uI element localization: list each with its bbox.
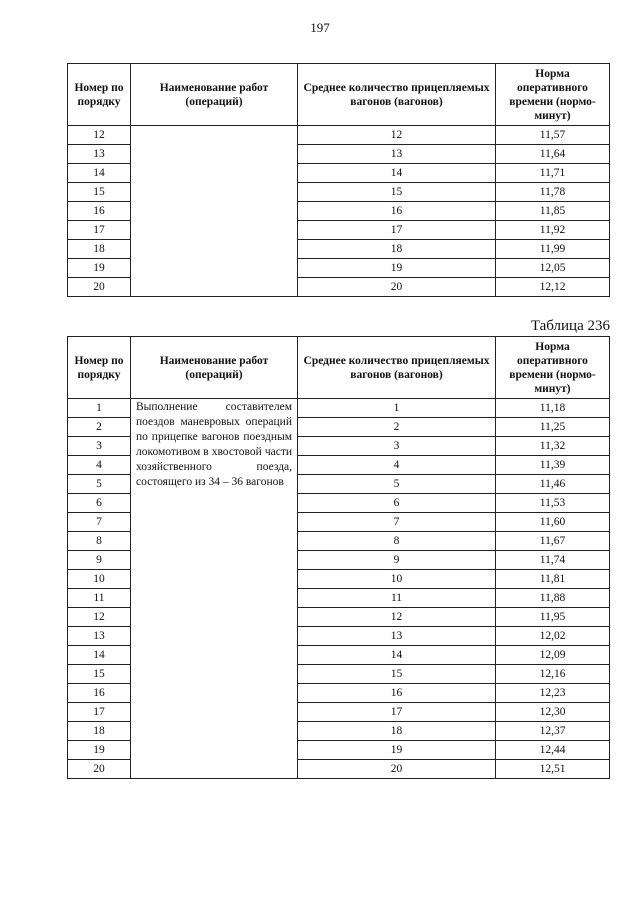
wagon-count-cell: 8 [298, 532, 496, 551]
row-number-cell: 12 [68, 608, 131, 627]
row-number-cell: 17 [68, 221, 131, 240]
wagon-count-cell: 6 [298, 494, 496, 513]
wagon-count-cell: 12 [298, 608, 496, 627]
time-norm-cell: 11,25 [496, 418, 610, 437]
time-norm-cell: 11,46 [496, 475, 610, 494]
operation-description-cell: Выполнение составителем поездов маневровых операций по прицепке вагонов поездным локомотивом в хвостовой части хозяйственного поезда, состоящего из 34 – 36 вагонов [131, 399, 298, 779]
time-norm-cell: 12,09 [496, 646, 610, 665]
row-number-cell: 16 [68, 202, 131, 221]
operation-description-cell [131, 126, 298, 297]
table-caption: Таблица 236 [530, 318, 610, 334]
row-number-cell: 14 [68, 164, 131, 183]
wagon-count-cell: 20 [298, 760, 496, 779]
time-norm-cell: 11,53 [496, 494, 610, 513]
row-number-cell: 14 [68, 646, 131, 665]
time-norm-cell: 12,12 [496, 278, 610, 297]
time-norm-cell: 12,30 [496, 703, 610, 722]
row-number-cell: 5 [68, 475, 131, 494]
wagon-count-cell: 18 [298, 722, 496, 741]
row-number-cell: 4 [68, 456, 131, 475]
norms-table-continued [67, 63, 610, 297]
row-number-cell: 13 [68, 145, 131, 164]
wagon-count-cell: 17 [298, 703, 496, 722]
time-norm-cell: 11,95 [496, 608, 610, 627]
row-number-cell: 18 [68, 240, 131, 259]
table-body [68, 399, 610, 779]
wagon-count-cell: 18 [298, 240, 496, 259]
row-number-cell: 16 [68, 684, 131, 703]
row-number-cell: 6 [68, 494, 131, 513]
wagon-count-cell: 15 [298, 183, 496, 202]
time-norm-cell: 12,51 [496, 760, 610, 779]
header-number: Номер по порядку [68, 337, 131, 399]
row-number-cell: 2 [68, 418, 131, 437]
row-number-cell: 9 [68, 551, 131, 570]
row-number-cell: 20 [68, 760, 131, 779]
time-norm-cell: 11,64 [496, 145, 610, 164]
wagon-count-cell: 14 [298, 164, 496, 183]
table-header-row [68, 337, 610, 399]
header-number: Номер по порядку [68, 64, 131, 126]
wagon-count-cell: 19 [298, 741, 496, 760]
time-norm-cell: 11,99 [496, 240, 610, 259]
time-norm-cell: 11,78 [496, 183, 610, 202]
row-number-cell: 18 [68, 722, 131, 741]
wagon-count-cell: 12 [298, 126, 496, 145]
time-norm-cell: 11,18 [496, 399, 610, 418]
time-norm-cell: 12,05 [496, 259, 610, 278]
row-number-cell: 10 [68, 570, 131, 589]
wagon-count-cell: 9 [298, 551, 496, 570]
time-norm-cell: 11,92 [496, 221, 610, 240]
time-norm-cell: 11,57 [496, 126, 610, 145]
wagon-count-cell: 16 [298, 202, 496, 221]
wagon-count-cell: 3 [298, 437, 496, 456]
row-number-cell: 3 [68, 437, 131, 456]
wagon-count-cell: 19 [298, 259, 496, 278]
row-number-cell: 19 [68, 741, 131, 760]
row-number-cell: 20 [68, 278, 131, 297]
header-time-norm: Норма оперативного времени (нормо-минут) [496, 337, 610, 399]
time-norm-cell: 11,85 [496, 202, 610, 221]
row-number-cell: 7 [68, 513, 131, 532]
wagon-count-cell: 17 [298, 221, 496, 240]
table-row [68, 126, 610, 145]
time-norm-cell: 11,88 [496, 589, 610, 608]
row-number-cell: 1 [68, 399, 131, 418]
header-time-norm: Норма оперативного времени (нормо-минут) [496, 64, 610, 126]
row-number-cell: 8 [68, 532, 131, 551]
wagon-count-cell: 2 [298, 418, 496, 437]
table-body [68, 126, 610, 297]
time-norm-cell: 11,71 [496, 164, 610, 183]
header-wagon-count: Среднее количество прицепляемых вагонов (вагонов) [298, 64, 496, 126]
time-norm-cell: 12,16 [496, 665, 610, 684]
time-norm-cell: 11,32 [496, 437, 610, 456]
header-operation-name: Наименование работ (операций) [131, 64, 298, 126]
row-number-cell: 15 [68, 665, 131, 684]
norms-table-236 [67, 336, 610, 779]
table-header-row [68, 64, 610, 126]
time-norm-cell: 11,74 [496, 551, 610, 570]
row-number-cell: 15 [68, 183, 131, 202]
wagon-count-cell: 4 [298, 456, 496, 475]
wagon-count-cell: 20 [298, 278, 496, 297]
row-number-cell: 11 [68, 589, 131, 608]
header-wagon-count: Среднее количество прицепляемых вагонов (вагонов) [298, 337, 496, 399]
table-row [68, 399, 610, 418]
page-number: 197 [310, 20, 330, 35]
wagon-count-cell: 14 [298, 646, 496, 665]
time-norm-cell: 12,44 [496, 741, 610, 760]
wagon-count-cell: 13 [298, 145, 496, 164]
wagon-count-cell: 16 [298, 684, 496, 703]
time-norm-cell: 11,60 [496, 513, 610, 532]
time-norm-cell: 12,37 [496, 722, 610, 741]
row-number-cell: 13 [68, 627, 131, 646]
wagon-count-cell: 15 [298, 665, 496, 684]
wagon-count-cell: 1 [298, 399, 496, 418]
time-norm-cell: 12,02 [496, 627, 610, 646]
row-number-cell: 12 [68, 126, 131, 145]
wagon-count-cell: 7 [298, 513, 496, 532]
row-number-cell: 17 [68, 703, 131, 722]
row-number-cell: 19 [68, 259, 131, 278]
wagon-count-cell: 5 [298, 475, 496, 494]
time-norm-cell: 12,23 [496, 684, 610, 703]
time-norm-cell: 11,39 [496, 456, 610, 475]
time-norm-cell: 11,67 [496, 532, 610, 551]
header-operation-name: Наименование работ (операций) [131, 337, 298, 399]
wagon-count-cell: 11 [298, 589, 496, 608]
wagon-count-cell: 13 [298, 627, 496, 646]
wagon-count-cell: 10 [298, 570, 496, 589]
time-norm-cell: 11,81 [496, 570, 610, 589]
